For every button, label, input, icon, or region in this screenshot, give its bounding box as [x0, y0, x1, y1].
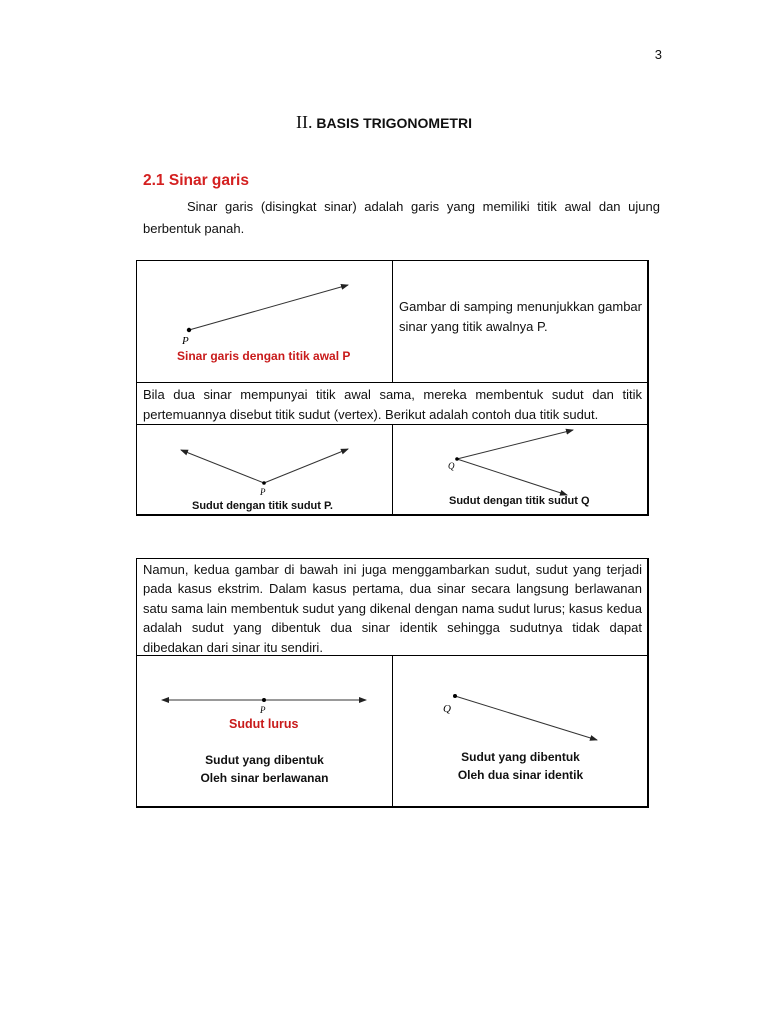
angle-q-ray-upper [457, 430, 573, 459]
angle-p-caption: Sudut dengan titik sudut P. [192, 500, 333, 512]
vertex-description-cell [136, 382, 649, 425]
page-number: 3 [654, 47, 662, 62]
ray-figure-cell [136, 260, 393, 383]
angle-q-vertex [455, 457, 459, 461]
identical-ray [455, 696, 597, 740]
extreme-angle-table [136, 558, 648, 807]
ray-line [189, 285, 348, 330]
angle-q-caption: Sudut dengan titik sudut Q [449, 495, 590, 507]
angle-p-cell [136, 424, 393, 516]
angle-p-ray-left [181, 450, 264, 483]
chapter-title [0, 112, 768, 133]
straight-caption-line-2: Oleh sinar berlawanan [200, 771, 329, 785]
identical-vertex [453, 694, 457, 698]
identical-angle-diagram [393, 656, 648, 756]
chapter-number: II. [296, 112, 313, 132]
intro-paragraph: Sinar garis (disingkat sinar) adalah garis yang memiliki titik awal dan ujung berbentuk panah. [143, 199, 660, 236]
angle-p-label: P [260, 487, 266, 497]
identical-caption-line-1: Sudut yang dibentuk [461, 750, 580, 764]
ray-caption: Sinar garis dengan titik awal P [177, 349, 351, 363]
angle-q-ray-lower [457, 459, 567, 495]
section-title: 2.1 Sinar garis [143, 172, 249, 189]
identical-label: Q [443, 703, 451, 715]
straight-vertex [262, 698, 266, 702]
straight-angle-cell [136, 655, 393, 808]
identical-angle-cell [392, 655, 649, 808]
ray-description: Gambar di samping menunjukkan gambar sinar yang titik awalnya P. [399, 299, 642, 334]
angle-p-vertex [262, 481, 266, 485]
angle-q-cell [392, 424, 649, 516]
identical-caption-line-2: Oleh dua sinar identik [457, 768, 584, 782]
extreme-description: Namun, kedua gambar di bawah ini juga menggambarkan sudut, sudut yang terjadi pada kasus ekstrim. Dalam kasus pertama, dua sinar secara langsung berlawanan satu sama lain membentuk sudut yang dikenal dengan nama sudut lurus; kasus kedua adalah sudut yang dibentuk dua sinar identik sehingga sudutnya tidak dapat dibedakan dari sinar itu sendiri. [143, 562, 642, 655]
straight-caption-line-1: Sudut yang dibentuk [205, 753, 324, 767]
section-intro [143, 196, 660, 240]
ray-start-point [187, 328, 191, 332]
ray-description-cell [392, 260, 649, 383]
angle-q-label: Q [448, 461, 455, 471]
vertex-description: Bila dua sinar mempunyai titik awal sama, mereka membentuk sudut dan titik pertemuannya disebut titik sudut (vertex). Berikut adalah contoh dua titik sudut. [143, 387, 642, 422]
straight-angle-title: Sudut lurus [229, 717, 299, 731]
straight-angle-caption [137, 751, 392, 787]
ray-point-label: P [182, 335, 189, 347]
straight-angle-diagram [137, 656, 392, 726]
ray-table [136, 260, 648, 515]
extreme-description-cell [136, 558, 649, 656]
chapter-title-text: BASIS TRIGONOMETRI [316, 115, 472, 131]
angle-p-ray-right [264, 449, 348, 483]
straight-label: P [260, 705, 266, 715]
identical-angle-caption [393, 748, 648, 784]
ray-diagram [137, 261, 392, 383]
